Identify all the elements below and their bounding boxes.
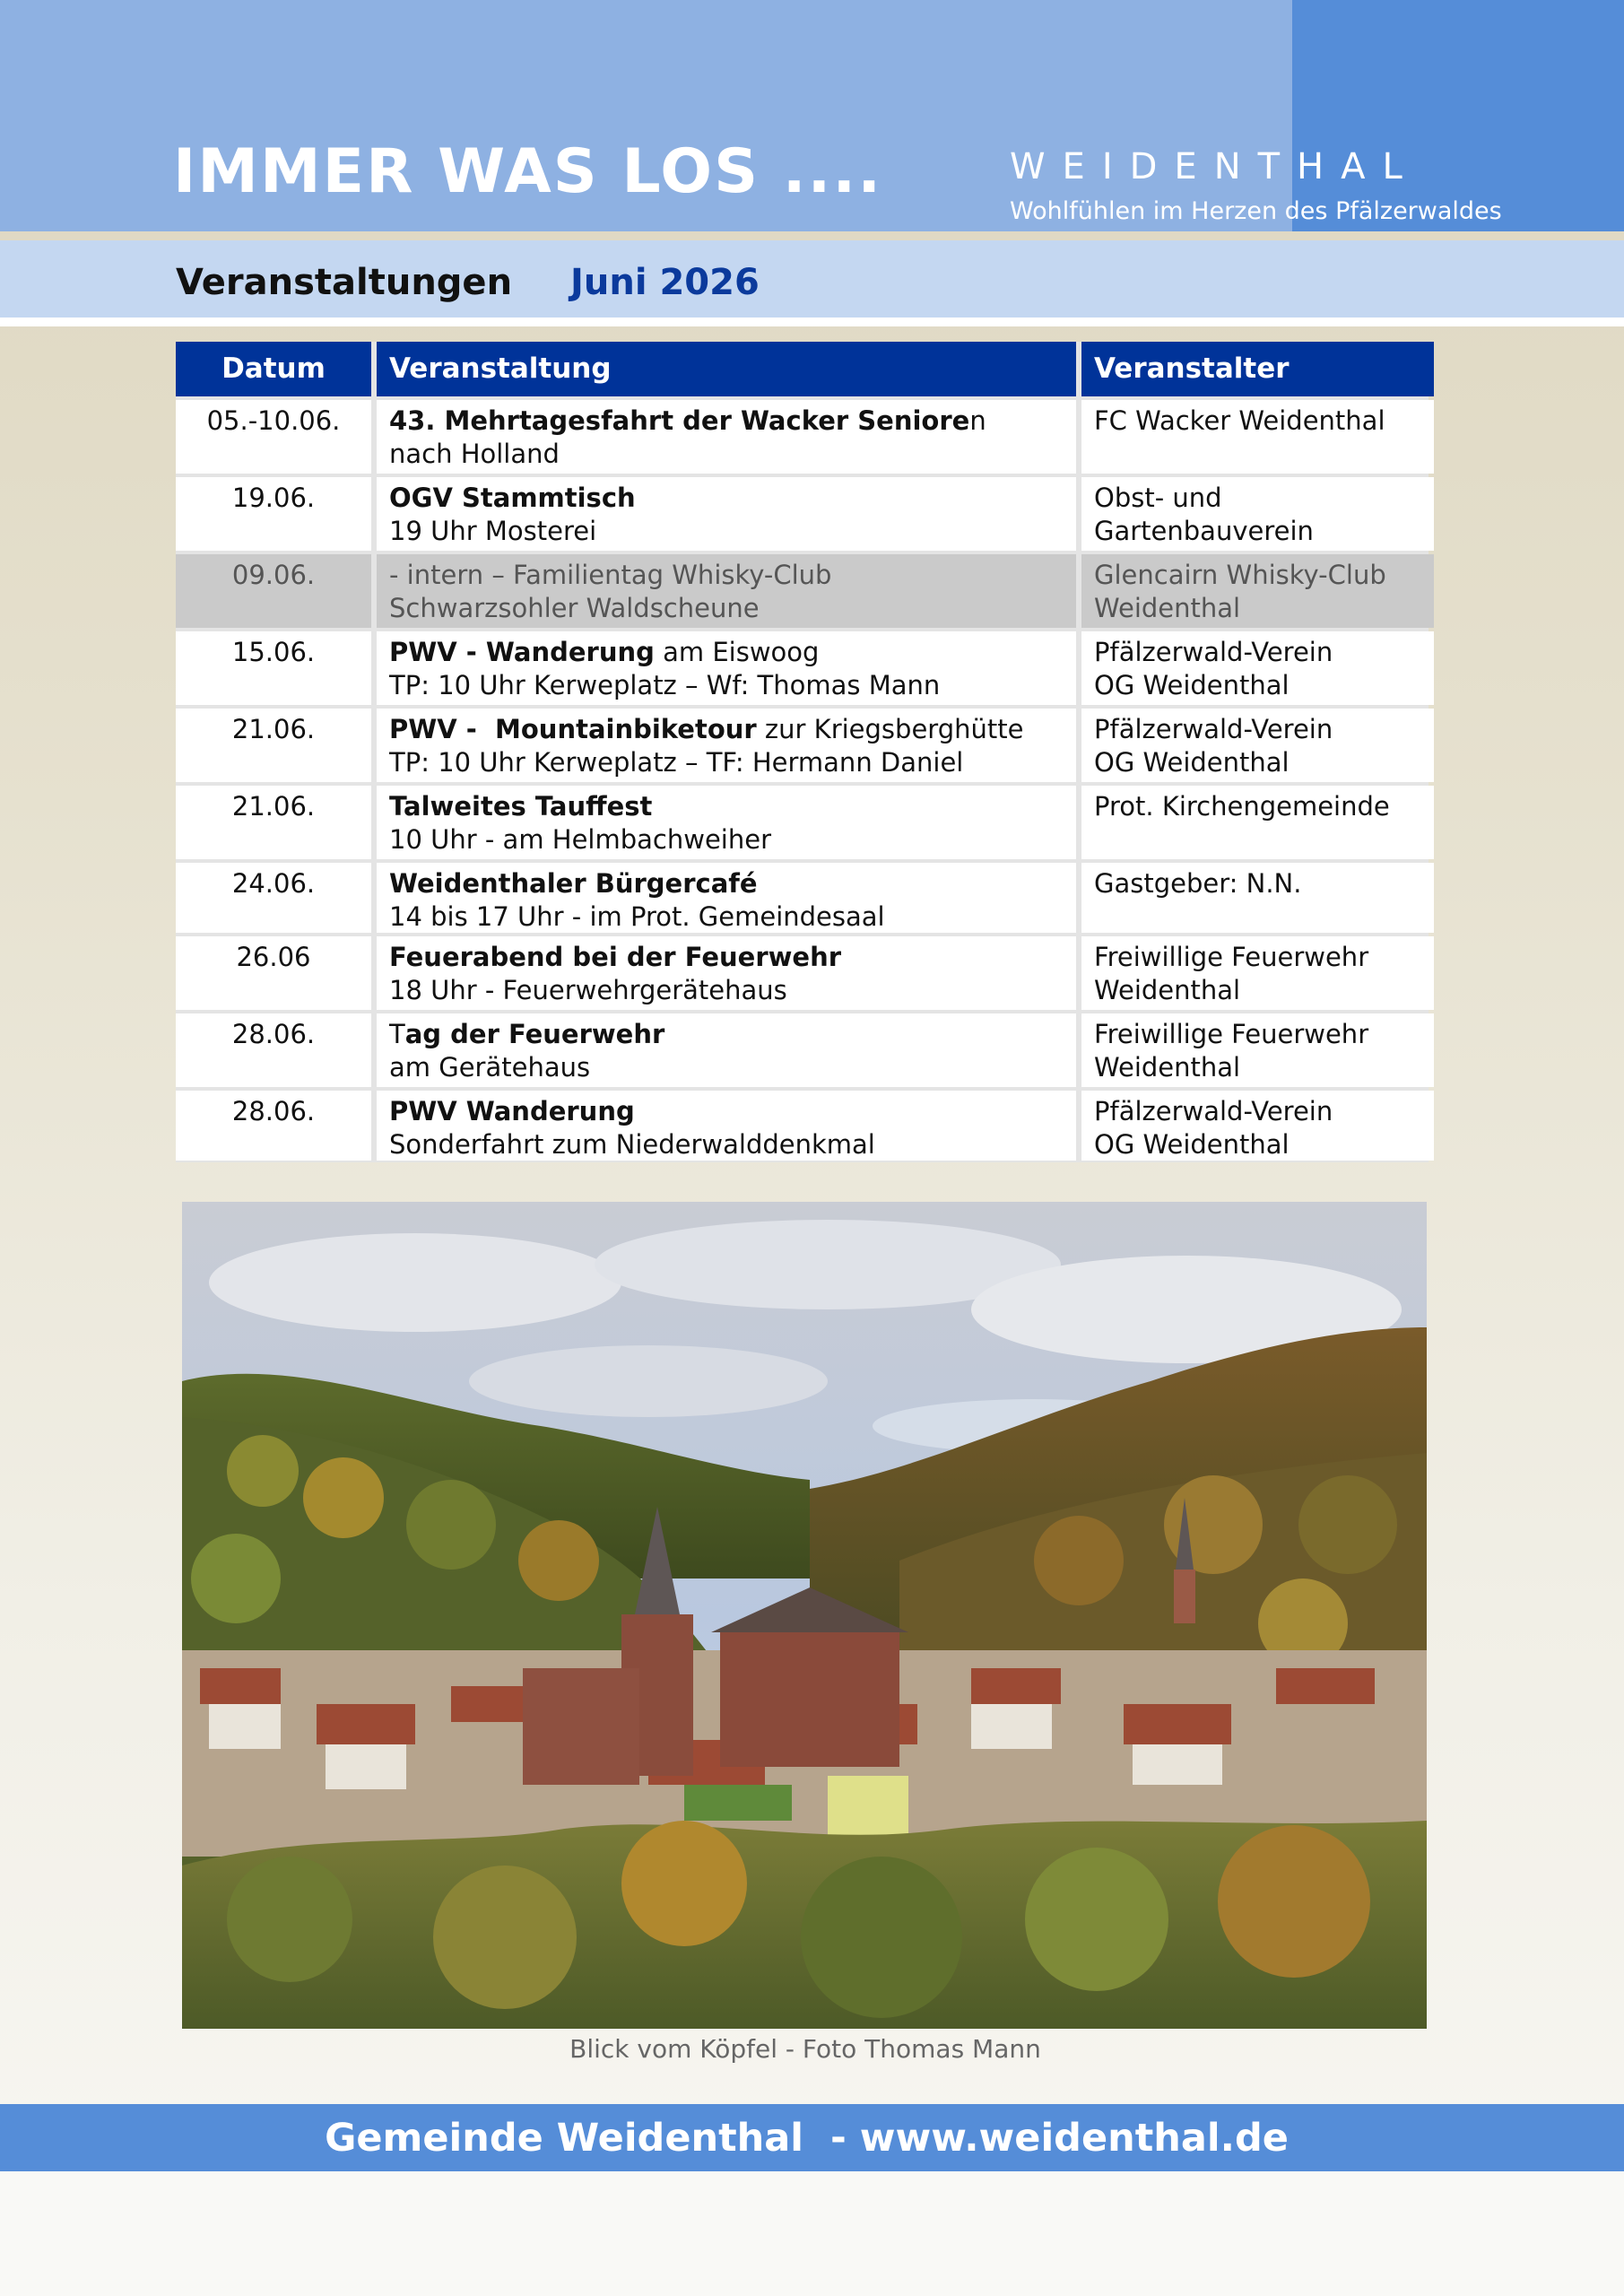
footer-text: Gemeinde Weidenthal - www.weidenthal.de xyxy=(325,2115,1289,2161)
organizer-line: Weidenthal xyxy=(1094,975,1241,1005)
page-title: IMMER WAS LOS .... xyxy=(173,136,883,207)
town-slogan: Wohlfühlen im Herzen des Pfälzerwaldes xyxy=(1010,197,1502,225)
event-title-rest: am Eiswoog xyxy=(654,637,820,667)
organizer-cell xyxy=(1081,786,1434,859)
event-detail: Schwarzsohler Waldscheune xyxy=(389,593,760,623)
event-date: 05.-10.06. xyxy=(176,400,371,474)
event-title: Weidenthaler Bürgercafé xyxy=(389,868,758,899)
events-table xyxy=(176,342,1429,1162)
event-cell xyxy=(377,863,1076,933)
event-detail: am Gerätehaus xyxy=(389,1052,591,1083)
organizer-line: Gastgeber: N.N. xyxy=(1094,868,1302,899)
event-cell xyxy=(377,554,1076,628)
event-title: ag der Feuerwehr xyxy=(404,1019,665,1049)
organizer-line: Pfälzerwald-Verein xyxy=(1094,714,1333,744)
organizer-line: OG Weidenthal xyxy=(1094,747,1290,778)
event-date: 21.06. xyxy=(176,786,371,859)
event-title: - intern – Familientag Whisky-Club xyxy=(389,560,832,590)
organizer-line: Obst- und xyxy=(1094,483,1222,513)
event-date: 09.06. xyxy=(176,554,371,628)
organizer-line: Freiwillige Feuerwehr xyxy=(1094,1019,1369,1049)
column-header-date: Datum xyxy=(176,342,371,396)
event-title: PWV Wanderung xyxy=(389,1096,635,1126)
organizer-cell xyxy=(1081,863,1434,933)
organizer-line: Glencairn Whisky-Club xyxy=(1094,560,1386,590)
organizer-line: FC Wacker Weidenthal xyxy=(1094,405,1385,436)
event-title-line xyxy=(389,636,1064,669)
event-cell xyxy=(377,936,1076,1010)
photo-caption: Blick vom Köpfel - Foto Thomas Mann xyxy=(569,2034,1041,2064)
event-title: PWV - Wanderung xyxy=(389,637,655,667)
organizer-cell xyxy=(1081,1091,1434,1161)
event-title: OGV Stammtisch xyxy=(389,483,636,513)
event-title-line xyxy=(389,713,1064,746)
town-name: WEIDENTHAL xyxy=(1010,146,1420,187)
event-detail: 19 Uhr Mosterei xyxy=(389,516,597,546)
organizer-line: Gartenbauverein xyxy=(1094,516,1314,546)
event-title: Feuerabend bei der Feuerwehr xyxy=(389,942,842,972)
event-detail: 14 bis 17 Uhr - im Prot. Gemeindesaal xyxy=(389,901,885,932)
column-header-organizer: Veranstalter xyxy=(1081,342,1434,396)
section-month: Juni 2026 xyxy=(570,262,760,303)
organizer-line: Prot. Kirchengemeinde xyxy=(1094,791,1390,822)
page-bottom-margin xyxy=(0,2171,1624,2296)
event-cell xyxy=(377,400,1076,474)
section-title: Veranstaltungen xyxy=(176,262,513,303)
event-title-rest: zur Kriegsberghütte xyxy=(756,714,1024,744)
event-cell xyxy=(377,1091,1076,1161)
event-detail: Sonderfahrt zum Niederwalddenkmal xyxy=(389,1129,875,1160)
event-title: PWV - Mountainbiketour xyxy=(389,714,757,744)
event-cell xyxy=(377,1013,1076,1087)
organizer-line: OG Weidenthal xyxy=(1094,1129,1290,1160)
footer-band xyxy=(0,2104,1624,2171)
organizer-cell xyxy=(1081,709,1434,782)
event-cell xyxy=(377,477,1076,551)
event-detail: TP: 10 Uhr Kerweplatz – TF: Hermann Daniel xyxy=(389,747,964,778)
event-title-initial: T xyxy=(389,1019,405,1049)
event-title: Talweites Tauffest xyxy=(389,791,653,822)
subheader-divider xyxy=(0,317,1624,326)
event-date: 15.06. xyxy=(176,631,371,705)
event-date: 19.06. xyxy=(176,477,371,551)
organizer-line: OG Weidenthal xyxy=(1094,670,1290,700)
event-cell xyxy=(377,786,1076,859)
event-cell xyxy=(377,709,1076,782)
organizer-cell xyxy=(1081,631,1434,705)
village-landscape-photo xyxy=(182,1202,1427,2029)
organizer-cell xyxy=(1081,400,1434,474)
organizer-cell xyxy=(1081,936,1434,1010)
event-cell xyxy=(377,631,1076,705)
organizer-cell xyxy=(1081,1013,1434,1087)
event-date: 21.06. xyxy=(176,709,371,782)
organizer-line: Pfälzerwald-Verein xyxy=(1094,1096,1333,1126)
organizer-cell xyxy=(1081,477,1434,551)
event-date: 26.06 xyxy=(176,936,371,1010)
organizer-line: Weidenthal xyxy=(1094,1052,1241,1083)
organizer-line: Weidenthal xyxy=(1094,593,1241,623)
event-title-rest: n xyxy=(969,405,986,436)
event-title-line xyxy=(389,1018,1064,1051)
column-header-event: Veranstaltung xyxy=(377,342,1076,396)
event-detail: TP: 10 Uhr Kerweplatz – Wf: Thomas Mann xyxy=(389,670,941,700)
event-date: 24.06. xyxy=(176,863,371,933)
event-title: 43. Mehrtagesfahrt der Wacker Seniore xyxy=(389,405,970,436)
event-detail: nach Holland xyxy=(389,439,560,469)
event-detail: 18 Uhr - Feuerwehrgerätehaus xyxy=(389,975,787,1005)
organizer-line: Freiwillige Feuerwehr xyxy=(1094,942,1369,972)
event-title-line xyxy=(389,404,1064,438)
event-date: 28.06. xyxy=(176,1091,371,1161)
organizer-line: Pfälzerwald-Verein xyxy=(1094,637,1333,667)
event-detail: 10 Uhr - am Helmbachweiher xyxy=(389,824,772,855)
organizer-cell xyxy=(1081,554,1434,628)
event-date: 28.06. xyxy=(176,1013,371,1087)
